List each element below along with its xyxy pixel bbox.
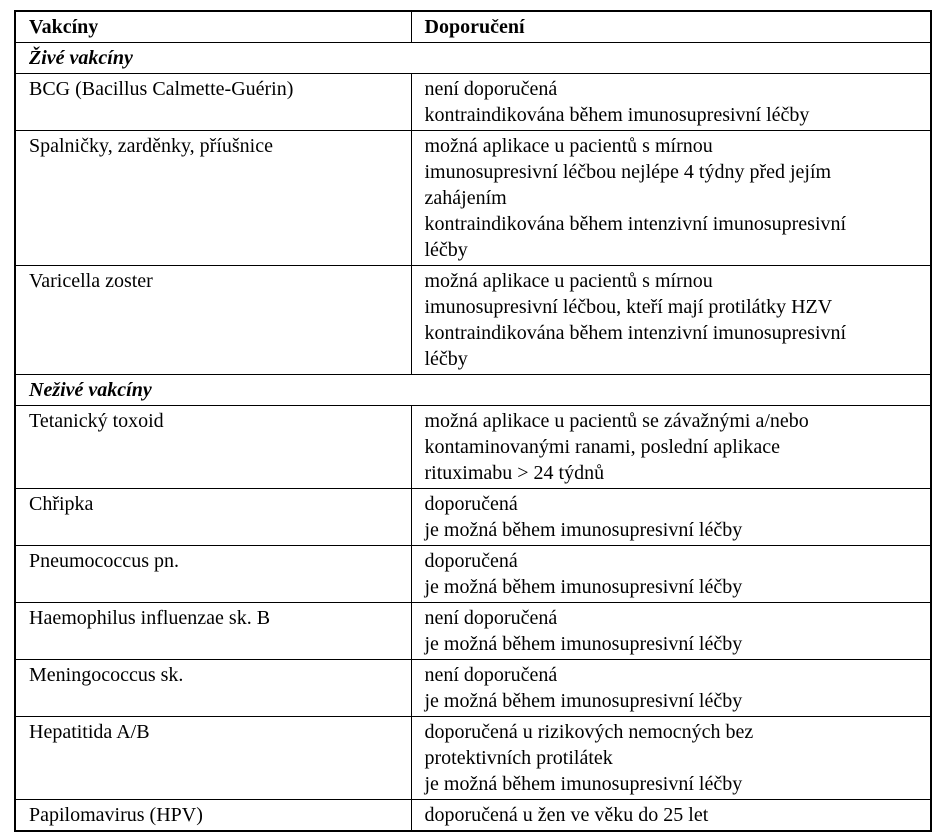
recommendation-line: zahájením [424,187,507,209]
recommendation-line: léčby [424,348,468,370]
vaccine-name-cell: Pneumococcus pn. [15,546,411,603]
recommendation-line: kontraindikována během intenzivní imunosupresivní [424,322,847,344]
vaccine-name-cell: Spalničky, zarděnky, příušnice [15,131,411,266]
vaccine-recommendation-table [14,10,932,832]
section-title-live-vaccines: Živé vakcíny [15,43,931,74]
vaccine-name-cell: Haemophilus influenzae sk. B [15,603,411,660]
vaccine-name-cell: Papilomavirus (HPV) [15,800,411,832]
table-row-measles-rubella-mumps [15,131,931,266]
table-row-influenza [15,489,931,546]
table-row-varicella-zoster [15,266,931,375]
recommendation-cell [411,74,931,131]
section-row-live-vaccines [15,43,931,74]
vaccine-name-cell: Chřipka [15,489,411,546]
table-row-haemophilus [15,603,931,660]
column-header-vaccines: Vakcíny [15,11,411,43]
recommendation-line: protektivních protilátek [424,747,613,769]
recommendation-line: léčby [424,239,468,261]
recommendation-line: doporučená [424,550,518,572]
recommendation-line: možná aplikace u pacientů s mírnou [424,270,713,292]
recommendation-line: je možná během imunosupresivní léčby [424,690,743,712]
recommendation-cell [411,800,931,832]
recommendation-line: je možná během imunosupresivní léčby [424,633,743,655]
recommendation-cell [411,546,931,603]
recommendation-line: není doporučená [424,607,558,629]
table-row-meningococcus [15,660,931,717]
recommendation-line: imunosupresivní léčbou nejlépe 4 týdny před jejím [424,161,832,183]
recommendation-line: je možná během imunosupresivní léčby [424,576,743,598]
table-row-hepatitis-ab [15,717,931,800]
recommendation-cell [411,131,931,266]
recommendation-line: není doporučená [424,78,558,100]
recommendation-line: kontaminovanými ranami, poslední aplikace [424,436,780,458]
table-row-pneumococcus [15,546,931,603]
vaccine-name-cell: BCG (Bacillus Calmette-Guérin) [15,74,411,131]
recommendation-line: kontraindikována během imunosupresivní léčby [424,104,810,126]
recommendation-cell [411,406,931,489]
table-row-papillomavirus [15,800,931,832]
recommendation-cell [411,717,931,800]
recommendation-line: imunosupresivní léčbou, kteří mají protilátky HZV [424,296,833,318]
section-row-inactivated-vaccines [15,375,931,406]
recommendation-line: doporučená u rizikových nemocných bez [424,721,754,743]
vaccine-name-cell: Tetanický toxoid [15,406,411,489]
recommendation-cell [411,603,931,660]
recommendation-line: není doporučená [424,664,558,686]
recommendation-line: doporučená [424,493,518,515]
column-header-recommendation: Doporučení [411,11,931,43]
recommendation-cell [411,266,931,375]
recommendation-cell [411,660,931,717]
vaccine-name-cell: Hepatitida A/B [15,717,411,800]
table-row-bcg [15,74,931,131]
vaccine-name-cell: Meningococcus sk. [15,660,411,717]
recommendation-line: možná aplikace u pacientů s mírnou [424,135,713,157]
section-title-inactivated-vaccines: Neživé vakcíny [15,375,931,406]
table-row-tetanus-toxoid [15,406,931,489]
header-row [15,11,931,43]
recommendation-line: kontraindikována během intenzivní imunosupresivní [424,213,847,235]
recommendation-cell [411,489,931,546]
recommendation-line: možná aplikace u pacientů se závažnými a/nebo [424,410,809,432]
recommendation-line: je možná během imunosupresivní léčby [424,773,743,795]
recommendation-line: rituximabu > 24 týdnů [424,462,605,484]
recommendation-line: doporučená u žen ve věku do 25 let [424,804,709,826]
recommendation-line: je možná během imunosupresivní léčby [424,519,743,541]
vaccine-name-cell: Varicella zoster [15,266,411,375]
